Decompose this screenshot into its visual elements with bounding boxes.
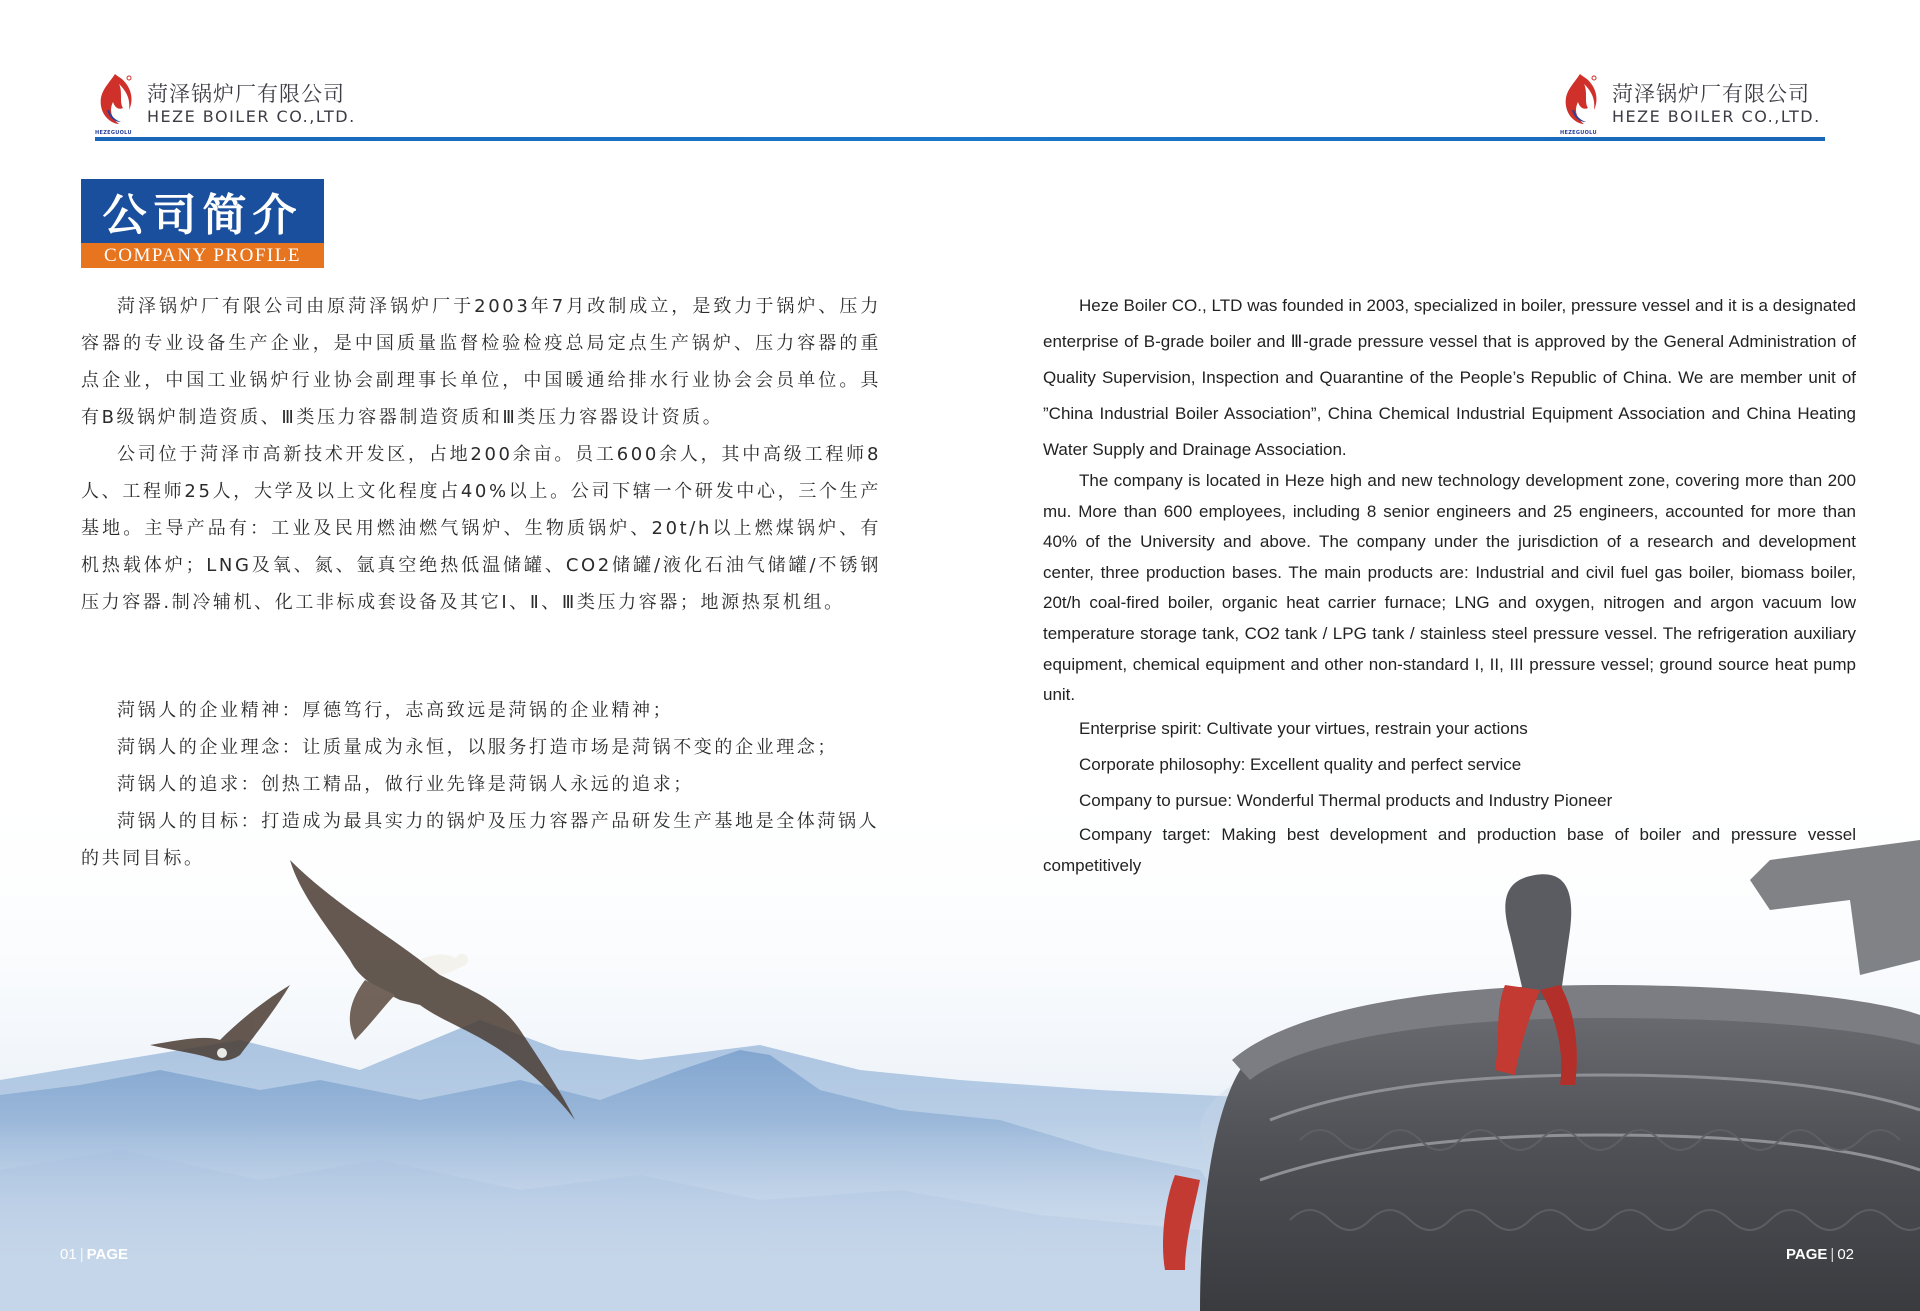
section-subtitle	[81, 243, 324, 268]
page-number: 02	[1837, 1246, 1854, 1263]
company-name-en: HEZE BOILER CO.,LTD.	[147, 107, 356, 126]
en-motto-item: Corporate philosophy: Excellent quality and perfect service	[1079, 754, 1522, 774]
page-number: 01	[60, 1246, 77, 1263]
cn-motto-item: 菏锅人的目标：打造成为最具实力的锅炉及压力容器产品研发生产基地是全体菏锅人的共同目标。	[81, 811, 880, 869]
company-logo-icon	[93, 72, 137, 136]
cn-motto-item: 菏锅人的追求：创热工精品，做行业先锋是菏锅人永远的追求；	[117, 774, 694, 795]
logo-caption: HEZEGUOLU	[1560, 130, 1597, 136]
en-paragraph: The company is located in Heze high and new technology development zone, covering more than 200 mu. More than 600 employees, including 8 senior engineers and 25 engineers, accounted for more than 40% of the University and above. The company under the jurisdiction of a research and development center, three production bases. The main products are: Industrial and civil fuel gas boiler, biomass boiler, 20t/h coal-fired boiler, organic heat carrier furnace; LNG and oxygen, nitrogen and argon vacuum low temperature storage tank, CO2 tank / LPG tank / stainless steel pressure vessel. The refrigeration auxiliary equipment, chemical equipment and other non-standard I, II, III pressure vessel; ground source heat pump unit.	[1043, 471, 1856, 705]
page-label: PAGE	[1786, 1246, 1828, 1263]
chinese-profile-text	[81, 288, 881, 621]
company-name-cn: 菏泽锅炉厂有限公司	[1612, 82, 1810, 106]
company-logo-icon	[1558, 72, 1602, 136]
header-brand-left	[93, 72, 356, 136]
en-motto-item: Company to pursue: Wonderful Thermal products and Industry Pioneer	[1079, 790, 1613, 810]
cn-motto-item: 菏锅人的企业精神：厚德笃行，志高致远是菏锅的企业精神；	[117, 700, 674, 721]
header-brand-right	[1558, 72, 1821, 136]
section-title-cn: 公司简介	[102, 190, 303, 241]
company-name-cn: 菏泽锅炉厂有限公司	[147, 82, 345, 106]
cn-motto-item: 菏锅人的企业理念：让质量成为永恒，以服务打造市场是菏锅不变的企业理念；	[117, 737, 838, 758]
chinese-motto-list	[81, 692, 881, 877]
en-motto-item: Company target: Making best development and production base of boiler and pressure vessel competitively	[1043, 824, 1856, 875]
cn-paragraph: 菏泽锅炉厂有限公司由原菏泽锅炉厂于2003年7月改制成立，是致力于锅炉、压力容器的专业设备生产企业，是中国质量监督检验检疫总局定点生产锅炉、压力容器的重点企业，中国工业锅炉行业协会副理事长单位，中国暖通给排水行业协会会员单位。具有B级锅炉制造资质、Ⅲ类压力容器制造资质和Ⅲ类压力容器设计资质。	[81, 296, 881, 428]
page-label: PAGE	[86, 1246, 128, 1263]
section-title	[81, 179, 324, 243]
page-number-right: PAGE | 02	[1786, 1246, 1854, 1263]
page-number-left: 01 | PAGE	[60, 1246, 128, 1263]
logo-caption: HEZEGUOLU	[95, 130, 132, 136]
header-divider	[95, 137, 1825, 141]
cn-paragraph: 公司位于菏泽市高新技术开发区，占地200余亩。员工600余人，其中高级工程师8人、工程师25人，大学及以上文化程度占40%以上。公司下辖一个研发中心，三个生产基地。主导产品有：工业及民用燃油燃气锅炉、生物质锅炉、20t/h以上燃煤锅炉、有机热载体炉；LNG及氧、氮、氩真空绝热低温储罐、CO2储罐/液化石油气储罐/不锈钢压力容器.制冷辅机、化工非标成套设备及其它Ⅰ、Ⅱ、Ⅲ类压力容器；地源热泵机组。	[81, 444, 881, 613]
en-paragraph: Heze Boiler CO., LTD was founded in 2003, specialized in boiler, pressure vessel and it is a designated enterprise of B-grade boiler and Ⅲ-grade pressure vessel that is approved by the General Administration of Quality Supervision, Inspection and Quarantine of the People’s Republic of China. We are member unit of ”China Industrial Boiler Association”, China Chemical Industrial Equipment Association and China Heating Water Supply and Drainage Association.	[1043, 296, 1856, 459]
en-motto-item: Enterprise spirit: Cultivate your virtues, restrain your actions	[1079, 718, 1528, 738]
english-profile-text	[1043, 288, 1856, 881]
company-name-en: HEZE BOILER CO.,LTD.	[1612, 107, 1821, 126]
section-title-en: COMPANY PROFILE	[104, 244, 301, 266]
